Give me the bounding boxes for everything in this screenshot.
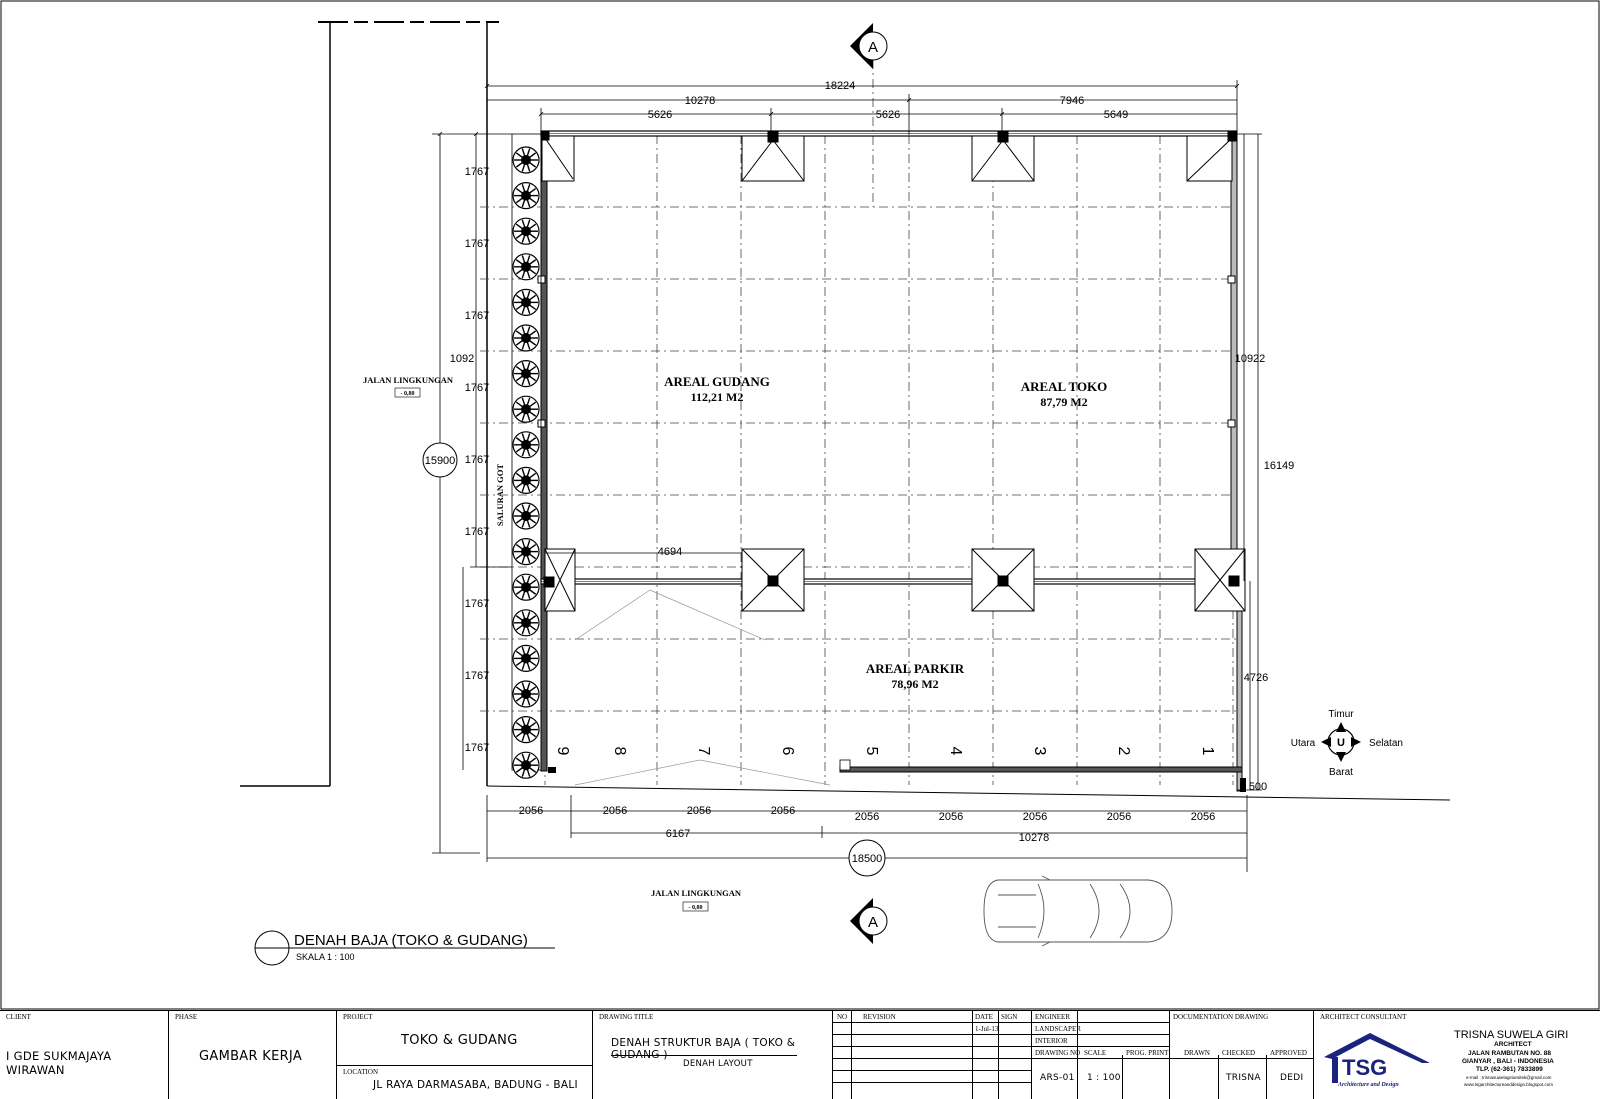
room-area-parkir: 78,96 M2 (891, 677, 939, 691)
dim-left-module: 1767 (464, 238, 490, 250)
phase-cell (169, 1011, 337, 1099)
checked-value: TRISNA (1226, 1073, 1261, 1083)
dim-right-upper: 10922 (1234, 353, 1266, 365)
dim-left-module: 1767 (464, 382, 490, 394)
logo-tagline: Architecture and Design (1338, 1082, 1399, 1088)
dim-bottom-module: 2056 (1106, 811, 1132, 823)
dim-bottom-module: 2056 (518, 805, 544, 817)
bottom-module-dims (519, 805, 1215, 823)
title-block (0, 1010, 1600, 1098)
approved-value: DEDI (1280, 1073, 1304, 1083)
parking-stall-number: 6 (779, 746, 796, 756)
shrub-icon (513, 289, 539, 315)
interior-caption: INTERIOR (1035, 1037, 1068, 1045)
documentation-cell (1170, 1011, 1314, 1099)
dim-bottom-module: 2056 (854, 811, 880, 823)
project-divider (337, 1065, 593, 1066)
consultant-cell (1314, 1011, 1600, 1099)
room-name-toko: AREAL TOKO (1020, 379, 1108, 394)
project-caption: PROJECT (343, 1013, 373, 1021)
shrub-icon (513, 717, 539, 743)
compass-left: Utara (1290, 738, 1316, 749)
parking-stall-number: 1 (1199, 746, 1216, 756)
dim-bottom-left: 6167 (665, 828, 691, 840)
dim-bottom-module: 2056 (938, 811, 964, 823)
shrub-icon (513, 432, 539, 458)
dim-front-span: 4694 (657, 546, 683, 558)
drawing-title-underline (611, 1055, 797, 1056)
top-dimensions (485, 80, 1239, 135)
dim-left-module: 1767 (464, 454, 490, 466)
dim-left-module: 1767 (464, 526, 490, 538)
shrub-icon (513, 325, 539, 351)
plan-scale: SKALA 1 : 100 (296, 952, 355, 962)
firm-address-2: GIANYAR , BALI - INDONESIA (1462, 1058, 1554, 1065)
dim-bottom-module: 2056 (1190, 811, 1216, 823)
client-name: I GDE SUKMAJAYA WIRAWAN (6, 1049, 112, 1077)
client-caption: CLIENT (6, 1013, 31, 1021)
parking-stall-numbers (554, 747, 1216, 756)
dim-top-left: 10278 (684, 95, 716, 107)
consultant-caption: ARCHITECT CONSULTANT (1320, 1013, 1407, 1021)
dim-left-upper: 1092 (449, 353, 475, 365)
dim-bay-1: 5626 (647, 109, 673, 121)
plan-title: DENAH BAJA (TOKO & GUDANG) (294, 932, 528, 949)
column-footings (538, 132, 1245, 611)
dim-left-module: 1767 (464, 166, 490, 178)
drawing-title-cell (593, 1011, 833, 1099)
revision-caption: REVISION (863, 1013, 896, 1021)
logo-text: TSG (1342, 1055, 1388, 1080)
shrub-icon (513, 645, 539, 671)
phase-value: GAMBAR KERJA (199, 1049, 303, 1064)
location-value: JL RAYA DARMASABA, BADUNG - BALI (373, 1079, 578, 1091)
date-caption: DATE (975, 1013, 993, 1021)
engineer-cell (1032, 1011, 1170, 1099)
room-name-parkir: AREAL PARKIR (865, 661, 965, 676)
dim-bottom-module: 2056 (1022, 811, 1048, 823)
parking-stall-number: 2 (1115, 746, 1132, 756)
compass-bottom: Barat (1329, 767, 1353, 778)
parking-stall-number: 3 (1031, 746, 1048, 756)
road-bottom-level: - 0,80 (688, 905, 703, 911)
drain-garden-strip (512, 134, 541, 778)
parking-stall-number: 5 (863, 746, 880, 756)
shrub-icon (513, 396, 539, 422)
shrub-icon (513, 361, 539, 387)
dim-overall-top: 18224 (824, 80, 856, 92)
left-module-dims (465, 166, 489, 754)
dim-bottom-module: 2056 (602, 805, 628, 817)
drawing-title-caption: DRAWING TITLE (599, 1013, 654, 1021)
parking-stall-number: 4 (947, 746, 964, 756)
scale-value: 1 : 100 (1087, 1073, 1121, 1083)
dim-bottom-right: 10278 (1018, 832, 1050, 844)
landscaper-caption: LANDSCAPER (1035, 1025, 1081, 1033)
shrub-icon (513, 254, 539, 280)
room-area-gudang: 112,21 M2 (690, 390, 744, 404)
road-bottom-label: JALAN LINGKUNGAN (651, 888, 741, 898)
drain-label: SALURAN GOT (495, 463, 505, 527)
car-icon (984, 876, 1172, 946)
shrub-icon (513, 503, 539, 529)
parking-stall-number: 9 (554, 746, 571, 756)
firm-address-1: JALAN RAMBUTAN NO. 88 (1468, 1050, 1551, 1057)
firm-name: TRISNA SUWELA GIRI (1454, 1029, 1569, 1041)
revision-cell (833, 1011, 1032, 1099)
prog-print-caption: PROG. PRINT (1126, 1049, 1169, 1057)
road-left-level: - 0,80 (400, 391, 415, 397)
date-value: 1-Jul-13 (975, 1025, 999, 1033)
site-boundary (240, 22, 1450, 800)
shrub-icon (513, 467, 539, 493)
dim-bay-3: 5649 (1103, 109, 1129, 121)
firm-phone: TLP. (62-361) 7833899 (1476, 1066, 1543, 1073)
road-left-label: JALAN LINGKUNGAN (363, 375, 453, 385)
dim-bay-2: 5626 (875, 109, 901, 121)
drawing-no-value: ARS-01 (1040, 1073, 1075, 1083)
documentation-caption: DOCUMENTATION DRAWING (1173, 1013, 1269, 1021)
section-marker-bottom-letter: A (867, 914, 879, 931)
dim-bottom-module: 2056 (770, 805, 796, 817)
dim-left-module: 1767 (464, 670, 490, 682)
dim-bottom-module: 2056 (686, 805, 712, 817)
shrub-icon (513, 574, 539, 600)
section-marker-top-letter: A (867, 39, 879, 56)
project-cell (337, 1011, 593, 1099)
location-caption: LOCATION (343, 1068, 378, 1076)
compass-north-letter: U (1337, 737, 1345, 749)
compass-top: Timur (1328, 709, 1354, 720)
structural-grid (480, 60, 1240, 785)
dim-top-right: 7946 (1059, 95, 1085, 107)
shrub-icon (513, 610, 539, 636)
drawn-caption: DRAWN (1184, 1049, 1210, 1057)
shrub-icon (513, 218, 539, 244)
firm-role: ARCHITECT (1494, 1041, 1532, 1048)
no-caption: NO (837, 1013, 848, 1021)
dim-right-lower: 4726 (1243, 672, 1269, 684)
shrub-icon (513, 147, 539, 173)
parking-stall-number: 7 (695, 746, 712, 756)
dim-left-module: 1767 (464, 598, 490, 610)
scale-caption: SCALE (1084, 1049, 1107, 1057)
shrub-icon (513, 183, 539, 209)
dim-left-module: 1767 (464, 742, 490, 754)
dim-left-module: 1767 (464, 310, 490, 322)
engineer-caption: ENGINEER (1035, 1013, 1070, 1021)
shrub-icon (513, 681, 539, 707)
drawing-no-caption: DRAWING NO (1035, 1049, 1081, 1057)
checked-caption: CHECKED (1222, 1049, 1256, 1057)
dim-corner-small: 500 (1248, 781, 1268, 793)
steel-frame (541, 131, 1246, 792)
compass-right: Selatan (1369, 738, 1403, 749)
drawing-title-value: DENAH STRUKTUR BAJA ( TOKO & GUDANG ) (611, 1037, 796, 1061)
phase-caption: PHASE (175, 1013, 198, 1021)
shrub-icon (513, 752, 539, 778)
firm-email: e-mail : trisnasuwelagiriarsitek@gmail.com (1466, 1075, 1552, 1080)
parking-stall-number: 8 (611, 746, 628, 756)
client-cell (0, 1011, 169, 1099)
approved-caption: APPROVED (1270, 1049, 1307, 1057)
project-value: TOKO & GUDANG (401, 1033, 518, 1048)
sign-caption: SIGN (1001, 1013, 1018, 1021)
dim-left-total: 15900 (424, 455, 456, 467)
shrub-icon (513, 539, 539, 565)
room-area-toko: 87,79 M2 (1040, 395, 1088, 409)
room-name-gudang: AREAL GUDANG (664, 374, 770, 389)
firm-web: www.tsgarchitectureanddesign.blogspot.com (1464, 1082, 1554, 1087)
ramp-lines (575, 590, 830, 785)
dim-right-total: 16149 (1263, 460, 1295, 472)
dim-overall-bottom: 18500 (851, 853, 883, 865)
drawing-subtitle: DENAH LAYOUT (683, 1059, 753, 1069)
